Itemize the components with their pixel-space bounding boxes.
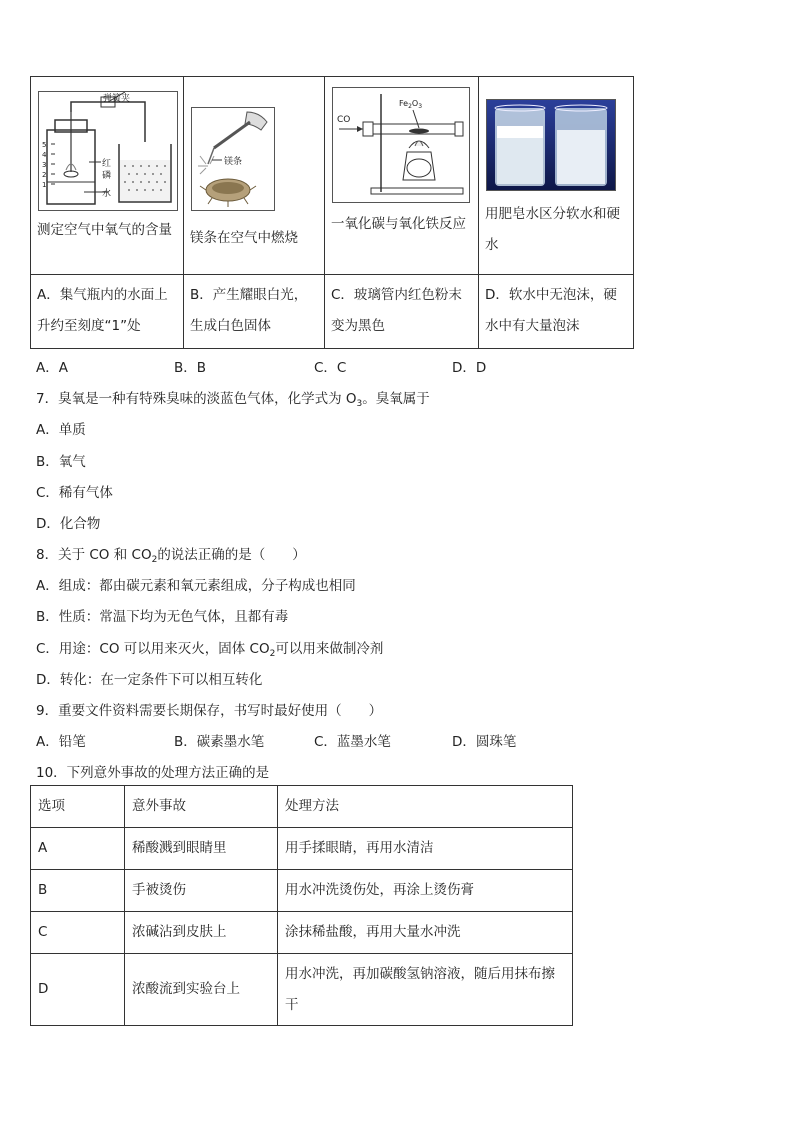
table-row <box>31 828 573 870</box>
svg-text:Fe2O3 <box>399 99 422 110</box>
q7-option-c[interactable]: C．稀有气体 <box>36 485 113 501</box>
accident-table <box>30 785 573 1026</box>
table-row <box>31 870 573 912</box>
fe-label: Fe <box>399 99 409 108</box>
q9-option-b[interactable]: B．碳素墨水笔 <box>174 734 265 750</box>
experiment-title: 用肥皂水区分软水和硬水 <box>485 206 620 253</box>
row-b-accident: 手被烫伤 <box>125 870 278 912</box>
row-c-option: C <box>31 912 125 954</box>
q6-option-c[interactable]: C．C <box>314 360 347 376</box>
row-b-option: B <box>31 870 125 912</box>
row-d-option: D <box>31 954 125 1026</box>
row-d-accident: 浓酸流到实验台上 <box>125 954 278 1026</box>
q7-option-b[interactable]: B．氧气 <box>36 454 86 470</box>
table-header-row <box>31 786 573 828</box>
observation-b: B．产生耀眼白光，生成白色固体 <box>190 287 308 334</box>
q9-option-a[interactable]: A．铅笔 <box>36 734 86 750</box>
q8-option-b[interactable]: B．性质：常温下均为无色气体，且都有毒 <box>36 609 289 625</box>
soap-water-photo <box>486 99 616 191</box>
scale-1: 1 <box>42 181 47 189</box>
fe-sub: 2 <box>408 103 412 110</box>
observation-c: C．玻璃管内红色粉末变为黑色 <box>331 287 462 334</box>
magnesium-image <box>191 107 275 211</box>
observation-a: A．集气瓶内的水面上升约至刻度“1”处 <box>37 287 168 334</box>
q8-stem: 8．关于 CO 和 $CO_2$的说法正确的是（ ） <box>36 547 306 565</box>
o-sub: 3 <box>418 103 423 110</box>
q9-stem: 9．重要文件资料需要长期保存，书写时最好使用（ ） <box>36 703 383 719</box>
q10-stem: 10．下列意外事故的处理方法正确的是 <box>36 765 270 781</box>
q7-stem: 7．臭氧是一种有特殊臭味的淡蓝色气体，化学式为 $O_3$。臭氧属于 <box>36 391 430 409</box>
co-label: CO <box>337 115 351 125</box>
scale-4: 4 <box>42 151 47 159</box>
row-c-accident: 浓碱沾到皮肤上 <box>125 912 278 954</box>
q7-option-d[interactable]: D．化合物 <box>36 516 101 532</box>
experiment-cell-magnesium <box>184 77 325 275</box>
row-b-method: 用水冲洗烫伤处，再涂上烫伤膏 <box>278 870 573 912</box>
scale-5: 5 <box>42 141 47 149</box>
scale-2: 2 <box>42 171 47 179</box>
row-a-method: 用手揉眼睛，再用水清洁 <box>278 828 573 870</box>
experiment-table <box>30 76 634 349</box>
scale-3: 3 <box>42 161 47 169</box>
experiment-cell-soap-water <box>479 77 634 275</box>
red-label: 红 <box>102 159 112 169</box>
header-accident: 意外事故 <box>125 786 278 828</box>
q8-option-d[interactable]: D．转化：在一定条件下可以相互转化 <box>36 672 263 688</box>
q6-option-b[interactable]: B．B <box>174 360 207 376</box>
q7-option-a[interactable]: A．单质 <box>36 422 86 438</box>
row-a-accident: 稀酸溅到眼睛里 <box>125 828 278 870</box>
clamp-label: 弹簧夹 <box>103 94 131 104</box>
experiment-title: 测定空气中氧气的含量 <box>37 222 172 238</box>
header-option: 选项 <box>31 786 125 828</box>
q9-option-d[interactable]: D．圆珠笔 <box>452 734 517 750</box>
q6-option-a[interactable]: A．A <box>36 360 68 376</box>
co-reduction-image <box>332 87 470 203</box>
observation-d: D．软水中无泡沫，硬水中有大量泡沫 <box>485 287 617 334</box>
experiment-cell-oxygen <box>31 77 184 275</box>
water-label: 水 <box>102 189 112 199</box>
row-a-option: A <box>31 828 125 870</box>
table-row <box>31 912 573 954</box>
experiment-cell-co-fe2o3 <box>325 77 479 275</box>
row-d-method: 用水冲洗，再加碳酸氢钠溶液，随后用抹布擦干 <box>278 954 573 1026</box>
row-c-method: 涂抹稀盐酸，再用大量水冲洗 <box>278 912 573 954</box>
oxygen-apparatus-image <box>38 91 178 211</box>
header-method: 处理方法 <box>278 786 573 828</box>
q8-option-c[interactable]: C．用途：CO 可以用来灭火，固体 $CO_2$可以用来做制冷剂 <box>36 641 384 659</box>
q8-option-a[interactable]: A．组成：都由碳元素和氧元素组成，分子构成也相同 <box>36 578 356 594</box>
phosphorus-label: 磷 <box>102 171 112 181</box>
experiment-title: 一氧化碳与氧化铁反应 <box>331 216 466 232</box>
q9-option-c[interactable]: C．蓝墨水笔 <box>314 734 391 750</box>
magnesium-label: 镁条 <box>224 157 243 167</box>
table-row <box>31 954 573 1026</box>
q6-option-d[interactable]: D．D <box>452 360 487 376</box>
o-label: O <box>411 99 419 108</box>
experiment-title: 镁条在空气中燃烧 <box>190 230 298 246</box>
